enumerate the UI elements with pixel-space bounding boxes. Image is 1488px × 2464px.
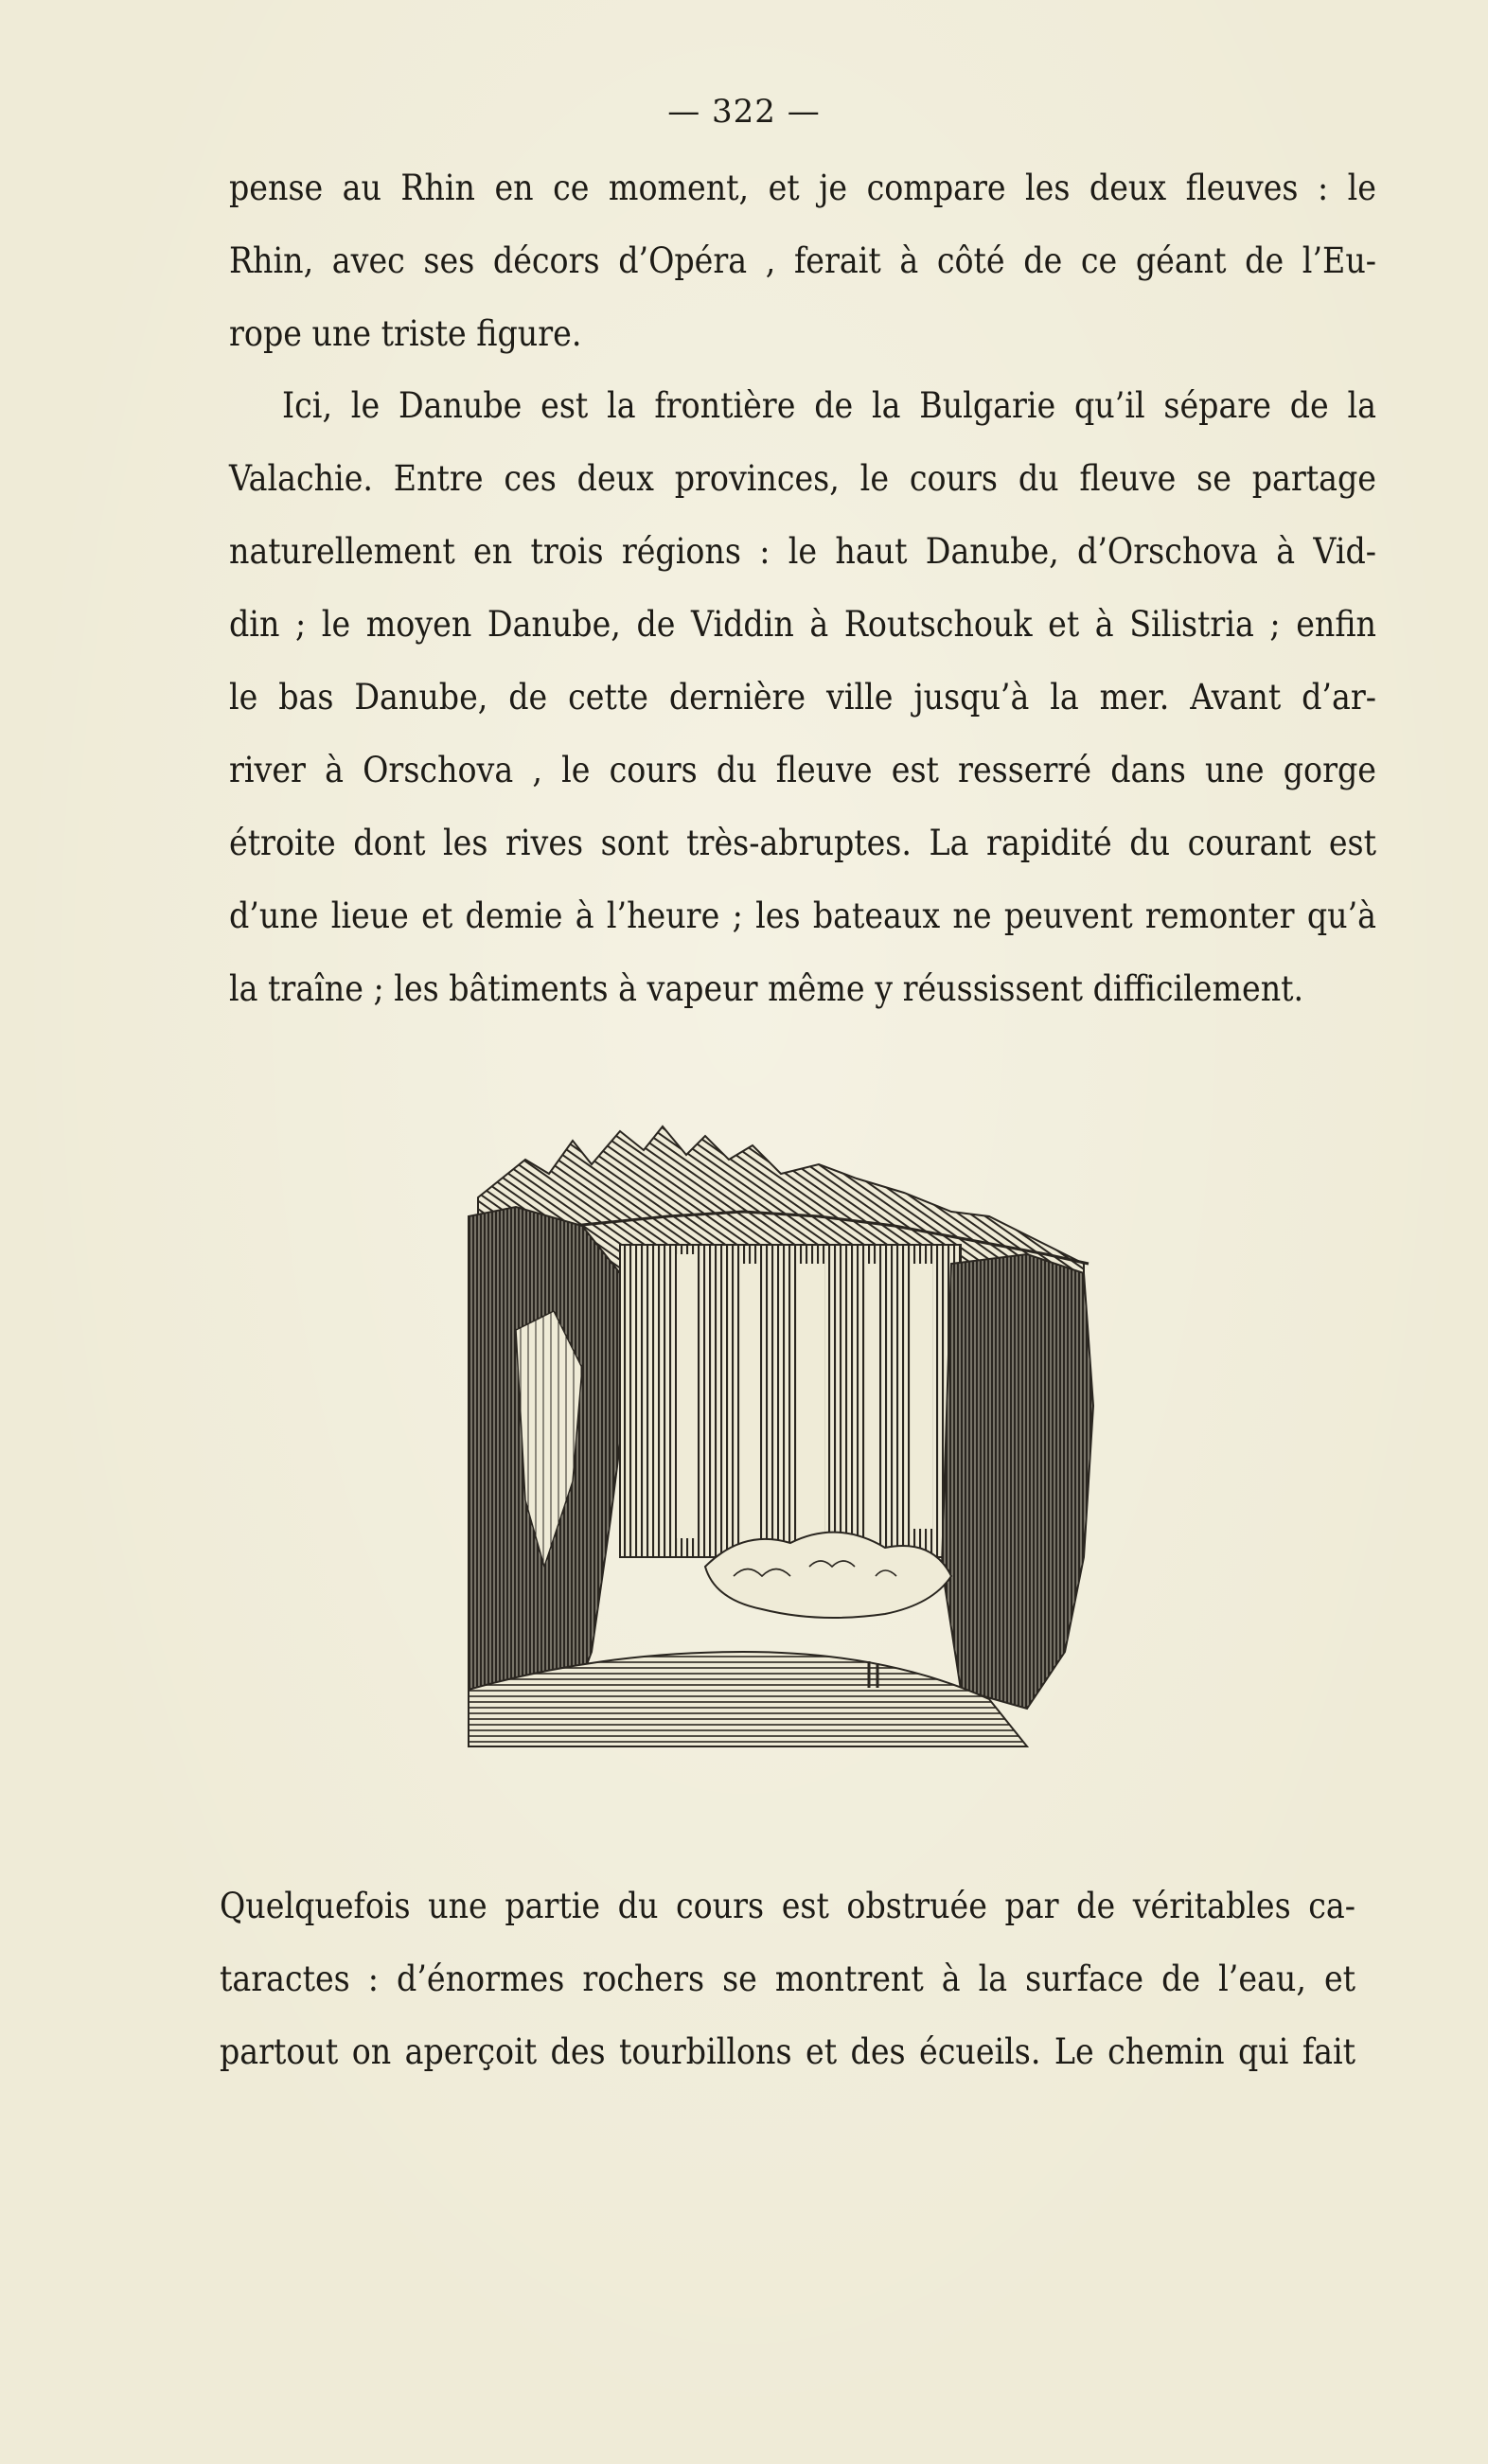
text-line: Rhin, avec ses décors d’Opéra , ferait à côté de ce géant de l’Eu- (229, 240, 1376, 281)
text-line: d’une lieue et demie à l’heure ; les bateaux ne peuvent remonter qu’à (229, 895, 1376, 936)
text-line: Quelquefois une partie du cours est obstruée par de véritables ca- (220, 1886, 1355, 1926)
text-line: Valachie. Entre ces deux provinces, le cours du fleuve se partage (229, 458, 1376, 499)
text-line: le bas Danube, de cette dernière ville jusqu’à la mer. Avant d’ar- (229, 677, 1376, 718)
text-line: Ici, le Danube est la frontière de la Bulgarie qu’il sépare de la (282, 385, 1376, 426)
text-line: la traîne ; les bâtiments à vapeur même y réussissent difficilement. (229, 968, 1304, 1009)
text-line: pense au Rhin en ce moment, et je compare les deux fleuves : le (229, 168, 1376, 208)
text-line: partout on aperçoit des tourbillons et des écueils. Le chemin qui fait (220, 2031, 1355, 2072)
text-line: étroite dont les rives sont très-abruptes. La rapidité du courant est (229, 823, 1376, 863)
text-line: naturellement en trois régions : le haut Danube, d’Orschova à Vid- (229, 531, 1376, 572)
text-line: rope une triste figure. (229, 313, 582, 354)
page-number: — 322 — (667, 93, 821, 131)
waterfall-engraving (459, 1122, 1103, 1775)
paragraph-1 (229, 151, 1376, 370)
text-line: taractes : d’énormes rochers se montrent à la surface de l’eau, et (220, 1959, 1355, 1999)
waterfall-illustration-icon (459, 1122, 1103, 1775)
paragraph-3 (220, 1870, 1355, 2088)
paragraph-2 (229, 369, 1376, 1025)
text-line: river à Orschova , le cours du fleuve est resserré dans une gorge (229, 750, 1376, 790)
text-line: din ; le moyen Danube, de Viddin à Routschouk et à Silistria ; enfin (229, 604, 1376, 645)
